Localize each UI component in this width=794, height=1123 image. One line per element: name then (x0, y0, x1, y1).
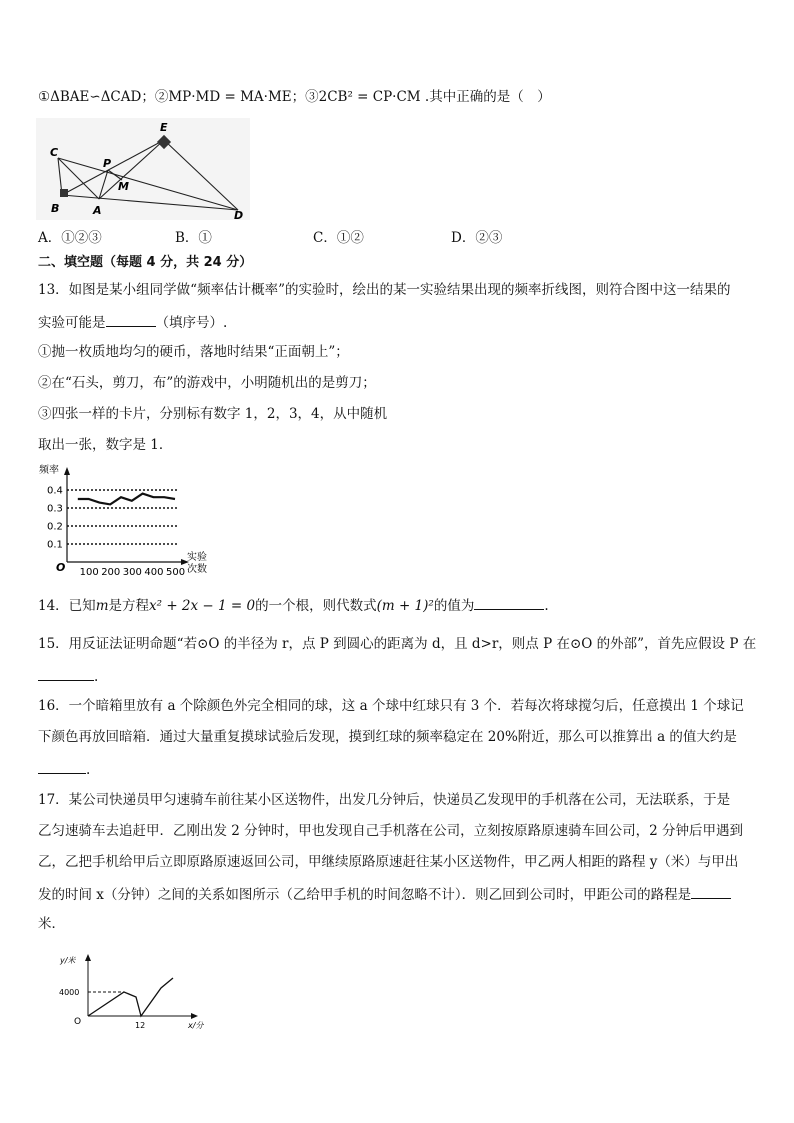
q17-distance-time-graph (56, 952, 216, 1032)
q17-graph-ylabel: y/米 (60, 956, 76, 965)
ytick-label: 0.4 (47, 485, 63, 497)
chart-ylabel: 频率 (39, 465, 59, 476)
q17-graph-origin: O (74, 1017, 82, 1027)
q16-line2: 下颜色再放回暗箱．通过大量重复摸球试验后发现，摸到红球的频率稳定在 20%附近，那么可以推算出 a 的值大约是 (38, 729, 737, 745)
q12-option-c: C．①② (313, 230, 364, 246)
q16-text-end: . (86, 762, 91, 778)
q14-equation: x² + 2x − 1 = 0 (149, 598, 256, 614)
q17-line5: 米． (38, 916, 65, 932)
q14-text-a: 14．已知 (38, 598, 96, 614)
q12-point-b: B (51, 202, 60, 215)
q17-graph-ytick: 4000 (59, 988, 80, 997)
q13-answer-blank (106, 312, 156, 327)
q14-text-d: 的值为 (433, 598, 475, 614)
q17-graph-xlabel: x/分 (188, 1021, 204, 1030)
q17-line2: 乙匀速骑车去追赶甲．乙刚出发 2 分钟时，甲也发现自己手机落在公司，立刻按原路原速骑车回公司，2 分钟后甲遇到 (38, 823, 744, 839)
q14-text-c: 的一个根，则代数式 (255, 598, 377, 614)
q12-stem: ①ΔBAE∽ΔCAD；②MP·MD = MA·ME；③2CB² = CP·CM .其中正确的是（ ） (38, 89, 551, 105)
q14-text-b: 是方程 (108, 598, 149, 614)
ytick-label: 0.3 (47, 503, 63, 515)
chart-origin: O (56, 561, 66, 574)
xtick-label: 400 (144, 567, 164, 578)
q12-option-b: B．① (175, 230, 212, 246)
q17-text: 发的时间 x（分钟）之间的关系如图所示（乙给甲手机的时间忽略不计）．则乙回到公司时，甲距公司的路程是 (38, 887, 692, 903)
q12-point-m: M (118, 180, 129, 193)
q12-point-d: D (234, 209, 244, 220)
q12-point-a: A (93, 204, 102, 217)
q17-graph-xtick: 12 (135, 1021, 146, 1030)
q13-option3: ③四张一样的卡片，分别标有数字 1，2，3，4，从中随机 (38, 406, 388, 422)
ytick-label: 0.2 (47, 521, 63, 533)
q12-geometry-figure (36, 118, 250, 220)
section-title: 二、填空题（每题 4 分，共 24 分） (38, 255, 253, 270)
q17-line1: 17．某公司快递员甲匀速骑车前往某小区送物件，出发几分钟后，快递员乙发现甲的手机落在公司，无法联系，于是 (38, 792, 731, 808)
q12-point-c: C (50, 146, 59, 159)
xtick-label: 200 (101, 567, 121, 578)
q12-point-p: P (103, 157, 112, 170)
q15-line1: 15．用反证法证明命题“若⊙O 的半径为 r，点 P 到圆心的距离为 d，且 d>r，则点 P 在⊙O 的外部”，首先应假设 P 在 (38, 636, 757, 652)
q13-option3-cont: 取出一张，数字是 1． (38, 437, 173, 453)
q14-var-m: m (95, 598, 109, 614)
q16-line1: 16．一个暗箱里放有 a 个除颜色外完全相同的球，这 a 个球中红球只有 3 个．若每次将球搅匀后，任意摸出 1 个球记 (38, 698, 744, 714)
q15-text-end: . (94, 669, 99, 685)
q14-answer-blank (474, 595, 544, 610)
xtick-label: 100 (79, 567, 99, 578)
frequency-line-chart (36, 462, 226, 580)
q13-option2: ②在“石头，剪刀，布”的游戏中，小明随机出的是剪刀； (38, 375, 376, 391)
q13-line1: 13．如图是某小组同学做“频率估计概率”的实验时，绘出的某一实验结果出现的频率折线图，则符合图中这一结果的 (38, 282, 731, 298)
q14-line (38, 595, 549, 615)
q14-expression: (m + 1)² (376, 598, 434, 614)
q13-line2 (38, 312, 227, 332)
q17-line4 (38, 884, 731, 904)
q15-line2 (38, 666, 98, 686)
q16-answer-blank (38, 759, 86, 774)
q17-answer-blank (691, 884, 731, 899)
q15-answer-blank (38, 666, 94, 681)
q14-text-e: . (544, 598, 549, 614)
xtick-label: 500 (166, 567, 186, 578)
q13-text: 实验可能是 (38, 315, 106, 331)
ytick-label: 0.1 (47, 539, 63, 551)
chart-xlabel-part1: 实验 (187, 552, 207, 563)
q13-option1: ①抛一枚质地均匀的硬币，落地时结果“正面朝上”； (38, 344, 349, 360)
chart-xlabel-part2: 次数 (187, 564, 207, 575)
q12-option-d: D．②③ (451, 230, 503, 246)
q12-point-e: E (160, 121, 168, 134)
frequency-series-line (78, 494, 175, 505)
xtick-label: 300 (122, 567, 142, 578)
q16-line3 (38, 759, 90, 779)
q13-text-end: （填序号）. (155, 315, 228, 331)
q17-line3: 乙，乙把手机给甲后立即原路原速返回公司，甲继续原路原速赶往某小区送物件，甲乙两人相距的路程 y（米）与甲出 (38, 854, 739, 870)
q12-option-a: A．①②③ (38, 230, 102, 246)
